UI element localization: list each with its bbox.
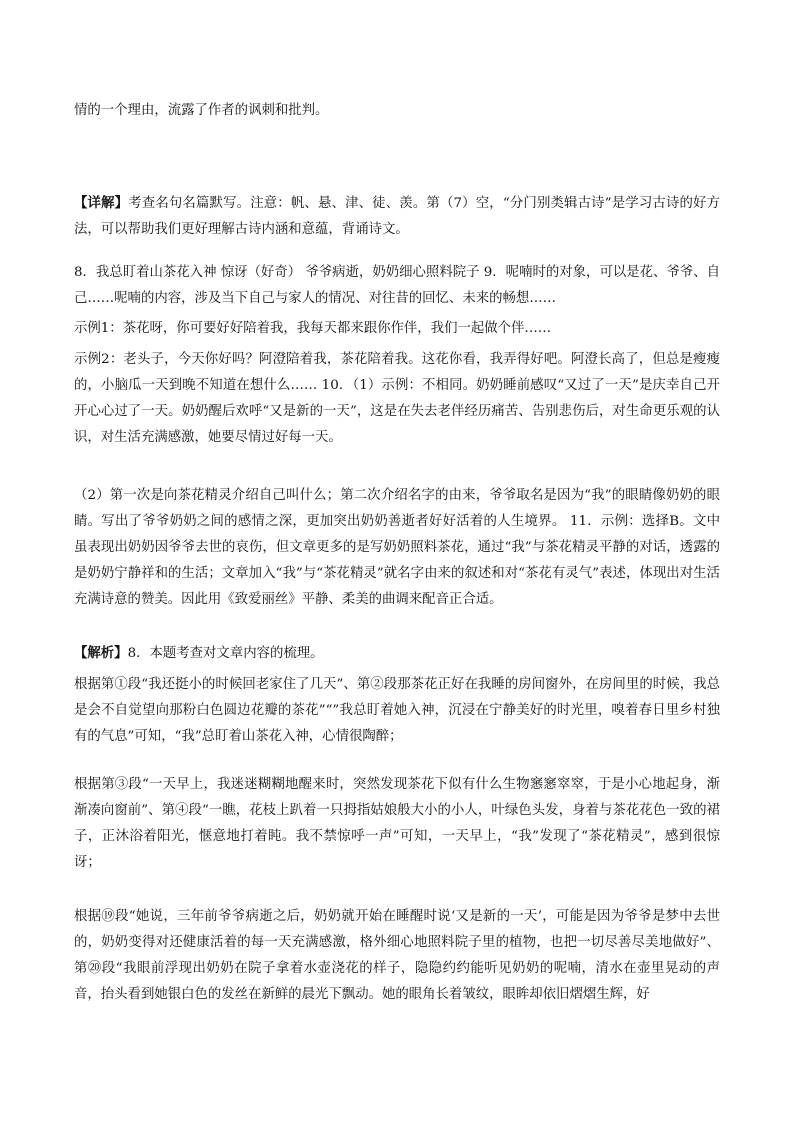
analysis-text: 8．本题考查对文章内容的梳理。 (127, 646, 324, 661)
analysis-para-b: 根据第③段“一天早上，我迷迷糊糊地醒来时，突然发现茶花下似有什么生物窸窸窣窣，于是小心地起身，渐渐凑向窗前”、第④段“一瞧，花枝上趴着一只拇指姑娘般大小的小人，叶绿色头发，身着与茶花花色一致的裙子，正沐浴着阳光，惬意地打着盹。我不禁惊呼一声”可知，一天早上，“我”发现了“茶花精灵”，感到很惊讶； (74, 777, 720, 870)
answers-8-9: 8．我总盯着山茶花入神 惊讶（好奇） 爷爷病逝，奶奶细心照料院子 9．呢喃时的对象，可以是花、爷爷、自己……呢喃的内容，涉及当下自己与家人的情况、对往昔的回忆、未来的畅想…… (74, 265, 720, 306)
analysis-label: 【解析】 (74, 645, 128, 661)
analysis-para-a: 根据第①段“我还挺小的时候回老家住了几天”、第②段那茶花正好在我睡的房间窗外，在房间里的时候，我总是会不自觉望向那粉白色圆边花瓣的茶花”“”我总盯着她入神，沉浸在宁静美好的时光里，嗅着春日里乡村独有的气息”可知，“我”总盯着山茶花入神，心情很陶醉； (74, 677, 720, 744)
detail-text: 考查名句名篇默写。注意：帆、悬、津、徒、羡。第（7）空，“分门别类辑古诗”是学习古诗的好方法，可以帮助我们更好理解古诗内涵和意蕴，背诵诗文。 (74, 196, 720, 237)
analysis-para-c: 根据⑲段“她说，三年前爷爷病逝之后，奶奶就开始在睡醒时说‘又是新的一天’，可能是因为爷爷是梦中去世的，奶奶变得对还健康活着的每一天充满感激，格外细心地照料院子里的植物，也把一切尽善尽美地做好”、第⑳段“我眼前浮现出奶奶在院子拿着水壶浇花的样子，隐隐约约能听见奶奶的呢喃，清水在壶里晃动的声音，抬头看到她银白色的发丝在新鲜的晨光下飘动。她的眼角长着皱纹，眼眸却依旧熠熠生辉，好 (74, 909, 720, 1002)
analysis-paragraph (74, 640, 720, 667)
example-1: 示例1：茶花呀，你可要好好陪着我，我每天都来跟你作伴，我们一起做个伴…… (74, 321, 552, 336)
detail-label: 【详解】 (74, 195, 129, 211)
paragraph-continuation: 情的一个理由，流露了作者的讽刺和批判。 (74, 103, 329, 118)
example-2-and-answer-10: 示例2：老头子，今天你好吗？阿澄陪着我，茶花陪着我。这花你看，我弄得好吧。阿澄长高了，但总是瘦瘦的，小脑瓜一天到晚不知道在想什么…… 10．（1）示例：不相同。奶奶睡前感叹“又过了一天”是庆幸自己开开心心过了一天。奶奶醒后欢呼“又是新的一天”，这是在失去老伴经历痛苦、告别悲伤后，对生命更乐观的认识，对生活充满感激，她要尽情过好每一天。 (74, 352, 720, 445)
detail-paragraph (74, 190, 720, 243)
answer-10-2-and-11: （2）第一次是向茶花精灵介绍自己叫什么；第二次介绍名字的由来，爷爷取名是因为“我”的眼睛像奶奶的眼睛。写出了爷爷奶奶之间的感情之深，更加突出奶奶善逝者好好活着的人生境界。 11．示例：选择B。文中虽表现出奶奶因爷爷去世的哀伤，但文章更多的是写奶奶照料茶花，通过“我”与茶花精灵平静的对话，透露的是奶奶宁静祥和的生活；文章加入“我”与“茶花精灵”就名字由来的叙述和对“茶花有灵气”表述，体现出对生活充满诗意的赞美。因此用《致爱丽丝》平静、柔美的曲调来配音正合适。 (74, 488, 720, 607)
